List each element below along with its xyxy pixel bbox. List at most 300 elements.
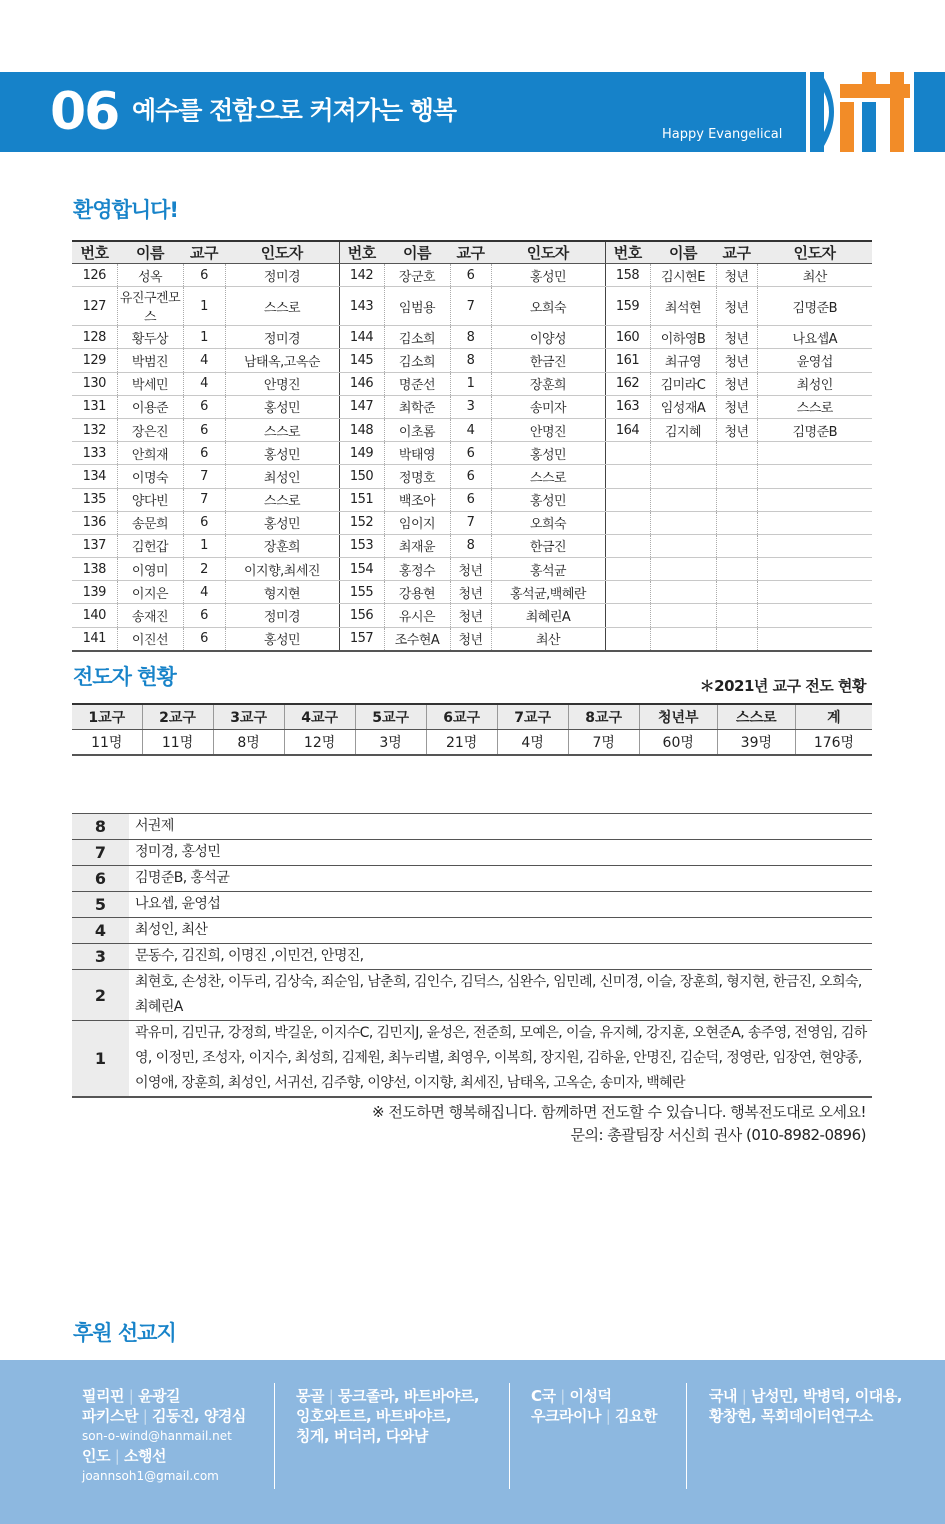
ranking-names: 곽유미, 김민규, 강정희, 박길운, 이지수C, 김민지J, 윤성은, 전준희, 모예은, 이슬, 유지혜, 강지훈, 오현준A, 송주영, 전영임, 김하영, 이정민, 조성자, 이지수, 최성희, 김제원, 최누리별, 최영우, 이복희, 장지원, 김하윤, 안명진, 김순덕, 정영란, 임장연, 현양종, 이영애, 장훈희, 최성인, 서귀선, 김주향, 이양선, 이지향, 최세진, 남태옥, 고옥순, 송미자, 백혜란 [129,1021,872,1098]
cell-leader: 이양성 [491,326,605,349]
cell-leader: 홍성민 [225,627,339,651]
missions-col-2 [296,1386,479,1446]
cell-number: 134 [72,465,117,488]
district-header: 3교구 [213,704,284,730]
col-header-name: 이름 [384,241,450,264]
cell-district [716,465,757,488]
cell-leader: 정미경 [225,604,339,627]
cell-name: 최석현 [650,287,716,326]
cell-district: 6 [183,264,225,287]
column-divider [686,1383,687,1489]
cell-leader: 스스로 [225,287,339,326]
total-count: 176명 [795,730,872,756]
cell-district: 2 [183,558,225,581]
ranking-row [72,892,872,918]
cell-district: 6 [450,264,491,287]
district-count: 11명 [142,730,213,756]
cell-leader: 정미경 [225,326,339,349]
missions-title: 후원 선교지 [73,1321,176,1345]
cell-number: 156 [339,604,384,627]
cell-number: 127 [72,287,117,326]
mission-names: 황창현, 목회데이터연구소 [709,1407,873,1425]
ranking-row [72,814,872,840]
cell-number: 149 [339,442,384,465]
ranking-row [72,944,872,970]
cell-number: 154 [339,558,384,581]
notice-line-2: 문의: 총괄팀장 서신희 권사 (010-8982-0896) [570,1126,866,1144]
cell-leader: 김명준B [757,287,872,326]
cell-name: 안희재 [117,442,183,465]
cell-name: 이하영B [650,326,716,349]
cell-leader: 스스로 [225,488,339,511]
district-count: 60명 [639,730,717,756]
mission-names: 이성덕 [569,1387,612,1405]
cell-district: 4 [450,418,491,441]
ranking-count: 5 [72,892,129,918]
cell-number: 143 [339,287,384,326]
mission-entry: 국내 | 남성민, 박병덕, 이대용, [709,1387,902,1405]
cell-leader [757,465,872,488]
cell-name: 최학준 [384,395,450,418]
ranking-table [72,813,872,1098]
ranking-row [72,840,872,866]
cell-district: 4 [183,581,225,604]
cell-name: 김소희 [384,326,450,349]
mission-country: 국내 [709,1387,737,1405]
cell-name: 김헌갑 [117,534,183,557]
mission-entry: 몽골 | 뭉크졸라, 바트바야르, [296,1387,480,1405]
cell-number: 164 [605,418,650,441]
cell-district: 3 [450,395,491,418]
cell-name: 명준선 [384,372,450,395]
cell-number [605,465,650,488]
district-count: 12명 [284,730,355,756]
cell-district: 청년 [716,287,757,326]
mission-names: 소행선 [124,1447,166,1465]
total-header: 계 [795,704,872,730]
mission-names: 뭉크졸라, 바트바야르, [338,1387,480,1405]
column-divider [509,1383,510,1489]
cell-leader [757,604,872,627]
cell-name: 이영미 [117,558,183,581]
cell-leader: 한금진 [491,534,605,557]
welcome-row [72,395,872,418]
cell-number: 130 [72,372,117,395]
cell-name: 황두상 [117,326,183,349]
cell-leader [757,558,872,581]
cell-name [650,511,716,534]
cell-number: 151 [339,488,384,511]
welcome-row [72,534,872,557]
cell-leader: 김명준B [757,418,872,441]
cell-district [716,604,757,627]
cell-district: 8 [450,326,491,349]
cell-district: 6 [450,442,491,465]
cell-leader: 장훈희 [225,534,339,557]
cell-name: 유진구겐모스 [117,287,183,326]
district-count: 11명 [72,730,142,756]
cell-number: 135 [72,488,117,511]
mission-email: son-o-wind@hanmail.net [82,1429,232,1443]
welcome-row [72,418,872,441]
cell-number: 144 [339,326,384,349]
district-count: 7명 [568,730,639,756]
cell-leader: 이지향,최세진 [225,558,339,581]
cell-number [605,558,650,581]
notice-line-1: ※ 전도하면 행복해집니다. 함께하면 전도할 수 있습니다. 행복전도대로 오세요! [372,1103,866,1121]
cell-name: 박태영 [384,442,450,465]
evangelists-title: 전도자 현황 [73,665,176,689]
cell-district: 6 [183,604,225,627]
cell-district: 6 [183,418,225,441]
welcome-row [72,581,872,604]
cell-district [716,488,757,511]
welcome-row [72,627,872,651]
cell-number: 133 [72,442,117,465]
cell-number: 159 [605,287,650,326]
cell-district: 7 [450,287,491,326]
cell-leader: 최성인 [225,465,339,488]
cell-leader: 최산 [491,627,605,651]
welcome-row [72,372,872,395]
welcome-row [72,604,872,627]
welcome-row [72,326,872,349]
cell-leader: 홍성민 [225,511,339,534]
cell-leader: 장훈희 [491,372,605,395]
district-header: 8교구 [568,704,639,730]
district-header: 스스로 [717,704,795,730]
cell-district [716,442,757,465]
cell-number: 157 [339,627,384,651]
cell-name: 유시은 [384,604,450,627]
cell-name: 이명숙 [117,465,183,488]
page-subtitle: Happy Evangelical [662,127,783,142]
cell-district [716,534,757,557]
cell-district: 4 [183,349,225,372]
cell-district: 청년 [450,581,491,604]
mission-names: 윤광길 [138,1387,180,1405]
cell-leader: 나요셉A [757,326,872,349]
page-title: 예수를 전함으로 커져가는 행복 [132,96,457,125]
church-logo [806,72,914,152]
cell-number: 140 [72,604,117,627]
welcome-row [72,488,872,511]
cell-name: 최재윤 [384,534,450,557]
ranking-names: 정미경, 홍성민 [129,840,872,866]
district-header: 6교구 [426,704,497,730]
cell-name: 장은진 [117,418,183,441]
cell-district: 청년 [716,326,757,349]
cell-name: 이용준 [117,395,183,418]
mission-names: 칭게, 버더러, 다와냠 [296,1427,428,1445]
ranking-count: 4 [72,918,129,944]
cell-district: 7 [183,465,225,488]
mission-entry: 필리핀 | 윤광길 [82,1387,180,1405]
cell-number [605,604,650,627]
cell-number [605,511,650,534]
cell-number: 153 [339,534,384,557]
cell-number: 142 [339,264,384,287]
cell-district: 1 [450,372,491,395]
ranking-names: 김명준B, 홍석균 [129,866,872,892]
col-header-leader: 인도자 [225,241,339,264]
cell-leader: 홍석균 [491,558,605,581]
district-count: 8명 [213,730,284,756]
cell-number: 150 [339,465,384,488]
district-header: 4교구 [284,704,355,730]
mission-country: 몽골 [296,1387,324,1405]
welcome-row [72,287,872,326]
cell-district: 청년 [716,264,757,287]
cell-leader: 안명진 [225,372,339,395]
cell-leader: 한금진 [491,349,605,372]
district-header: 1교구 [72,704,142,730]
cell-name [650,534,716,557]
district-header: 2교구 [142,704,213,730]
cell-name: 송재진 [117,604,183,627]
cell-leader: 최성인 [757,372,872,395]
cell-leader [757,442,872,465]
district-count: 39명 [717,730,795,756]
cell-district: 6 [450,465,491,488]
cell-leader: 홍성민 [491,488,605,511]
cell-leader: 윤영섭 [757,349,872,372]
district-count: 3명 [355,730,426,756]
cell-number: 141 [72,627,117,651]
cell-district [716,558,757,581]
cell-number: 146 [339,372,384,395]
ranking-row [72,918,872,944]
col-header-leader: 인도자 [491,241,605,264]
mission-country: C국 [531,1387,556,1405]
cell-district: 8 [450,349,491,372]
cell-district: 1 [183,287,225,326]
col-header-district: 교구 [183,241,225,264]
col-header-leader: 인도자 [757,241,872,264]
cell-name: 강용현 [384,581,450,604]
mission-names: 잉호와트르, 바트바야르, [296,1407,452,1425]
cell-number: 158 [605,264,650,287]
cell-district [716,581,757,604]
cell-name: 박범진 [117,349,183,372]
mission-entry: 우크라이나 | 김요한 [531,1407,657,1425]
cell-number: 160 [605,326,650,349]
ranking-count: 7 [72,840,129,866]
cell-number: 137 [72,534,117,557]
ranking-count: 6 [72,866,129,892]
welcome-row [72,264,872,287]
cell-leader: 홍성민 [491,442,605,465]
cell-name: 이진선 [117,627,183,651]
cell-name: 임성재A [650,395,716,418]
cell-leader: 정미경 [225,264,339,287]
mission-names: 김동진, 양경심 [152,1407,246,1425]
cell-name: 백조아 [384,488,450,511]
ranking-row [72,866,872,892]
district-header: 청년부 [639,704,717,730]
cell-name [650,442,716,465]
cell-name: 장군호 [384,264,450,287]
cell-name: 김소희 [384,349,450,372]
cell-district: 6 [183,442,225,465]
cell-leader: 오희숙 [491,511,605,534]
cell-number: 139 [72,581,117,604]
cell-leader [757,627,872,651]
cell-name [650,558,716,581]
cell-number: 126 [72,264,117,287]
welcome-header-row [72,241,872,264]
cell-district: 6 [183,511,225,534]
cell-name: 조수현A [384,627,450,651]
cell-name [650,627,716,651]
mission-email: joannsoh1@gmail.com [82,1469,219,1483]
welcome-title: 환영합니다! [73,198,179,222]
cell-district [716,627,757,651]
cell-leader [757,488,872,511]
mission-country: 파키스탄 [82,1407,138,1425]
cell-number [605,488,650,511]
col-header-district: 교구 [450,241,491,264]
cell-leader: 남태옥,고옥순 [225,349,339,372]
cell-name: 양다빈 [117,488,183,511]
cell-leader: 오희숙 [491,287,605,326]
cell-district: 청년 [450,604,491,627]
ranking-row [72,1021,872,1098]
cell-leader: 홍성민 [491,264,605,287]
cell-number [605,581,650,604]
welcome-row [72,465,872,488]
page-number: 06 [50,82,119,142]
col-header-number: 번호 [72,241,117,264]
mission-entry: C국 | 이성덕 [531,1387,612,1405]
cell-number: 162 [605,372,650,395]
cell-number: 163 [605,395,650,418]
cell-district: 청년 [716,349,757,372]
cell-number: 155 [339,581,384,604]
cell-leader: 스스로 [757,395,872,418]
cell-name: 김미라C [650,372,716,395]
cell-leader: 홍성민 [225,442,339,465]
cell-name: 이초롬 [384,418,450,441]
cell-name: 임범용 [384,287,450,326]
cell-district: 7 [450,511,491,534]
cell-number: 132 [72,418,117,441]
cell-name: 김지혜 [650,418,716,441]
cell-number [605,627,650,651]
col-header-number: 번호 [605,241,650,264]
mission-entry: 인도 | 소행선 [82,1447,166,1465]
ranking-names: 최성인, 최산 [129,918,872,944]
cell-name: 최규영 [650,349,716,372]
ranking-names: 최현호, 손성찬, 이두리, 김상숙, 죄순임, 남춘희, 김인수, 김덕스, 심완수, 임민례, 신미경, 이슬, 장훈희, 형지현, 한금진, 오희숙, 최혜린A [129,970,872,1021]
cell-leader: 송미자 [491,395,605,418]
ranking-names: 서권제 [129,814,872,840]
cell-leader [757,534,872,557]
cell-district: 6 [183,627,225,651]
cell-district: 6 [183,395,225,418]
cell-name: 정명호 [384,465,450,488]
welcome-row [72,511,872,534]
ranking-names: 나요셉, 윤영섭 [129,892,872,918]
cell-name [650,488,716,511]
cell-number: 138 [72,558,117,581]
mission-names: 남성민, 박병덕, 이대용, [751,1387,902,1405]
cell-leader: 안명진 [491,418,605,441]
ranking-count: 1 [72,1021,129,1098]
cell-district: 청년 [450,627,491,651]
ranking-count: 3 [72,944,129,970]
cell-leader [757,511,872,534]
cell-name [650,465,716,488]
cell-leader: 스스로 [225,418,339,441]
cell-number: 129 [72,349,117,372]
cell-name: 임이지 [384,511,450,534]
cell-leader: 홍성민 [225,395,339,418]
col-header-name: 이름 [117,241,183,264]
cell-leader: 형지현 [225,581,339,604]
ranking-row [72,970,872,1021]
mission-country: 우크라이나 [531,1407,601,1425]
cell-number: 147 [339,395,384,418]
cell-district: 7 [183,488,225,511]
cell-district: 6 [450,488,491,511]
district-header: 7교구 [497,704,568,730]
cell-district: 청년 [716,395,757,418]
ranking-count: 8 [72,814,129,840]
cell-number [605,442,650,465]
cell-number: 148 [339,418,384,441]
ranking-count: 2 [72,970,129,1021]
missions-col-3 [531,1386,657,1426]
cell-number: 136 [72,511,117,534]
mission-entry: 파키스탄 | 김동진, 양경심 [82,1407,246,1425]
welcome-row [72,349,872,372]
cell-district: 청년 [716,418,757,441]
cell-name: 박세민 [117,372,183,395]
cell-number: 145 [339,349,384,372]
col-header-district: 교구 [716,241,757,264]
mission-names: 김요한 [614,1407,657,1425]
district-count: 4명 [497,730,568,756]
evangelists-header-row [72,704,872,730]
mission-country: 인도 [82,1447,110,1465]
cell-leader: 홍석균,백혜란 [491,581,605,604]
cell-name [650,581,716,604]
cell-name [650,604,716,627]
welcome-row [72,442,872,465]
cell-district: 청년 [716,372,757,395]
cell-name: 성옥 [117,264,183,287]
cell-district [716,511,757,534]
column-divider [274,1383,275,1489]
cell-district: 청년 [450,558,491,581]
cell-name: 김시현E [650,264,716,287]
cell-district: 1 [183,534,225,557]
cell-number: 161 [605,349,650,372]
cell-number: 128 [72,326,117,349]
cell-leader: 최산 [757,264,872,287]
col-header-number: 번호 [339,241,384,264]
missions-col-1 [82,1386,246,1486]
evangelists-value-row [72,730,872,756]
missions-col-4 [709,1386,902,1426]
cell-number: 152 [339,511,384,534]
mission-country: 필리핀 [82,1387,124,1405]
district-count: 21명 [426,730,497,756]
district-header: 5교구 [355,704,426,730]
ranking-names: 문동수, 김진희, 이명진 ,이민건, 안명진, [129,944,872,970]
cell-name: 송문희 [117,511,183,534]
